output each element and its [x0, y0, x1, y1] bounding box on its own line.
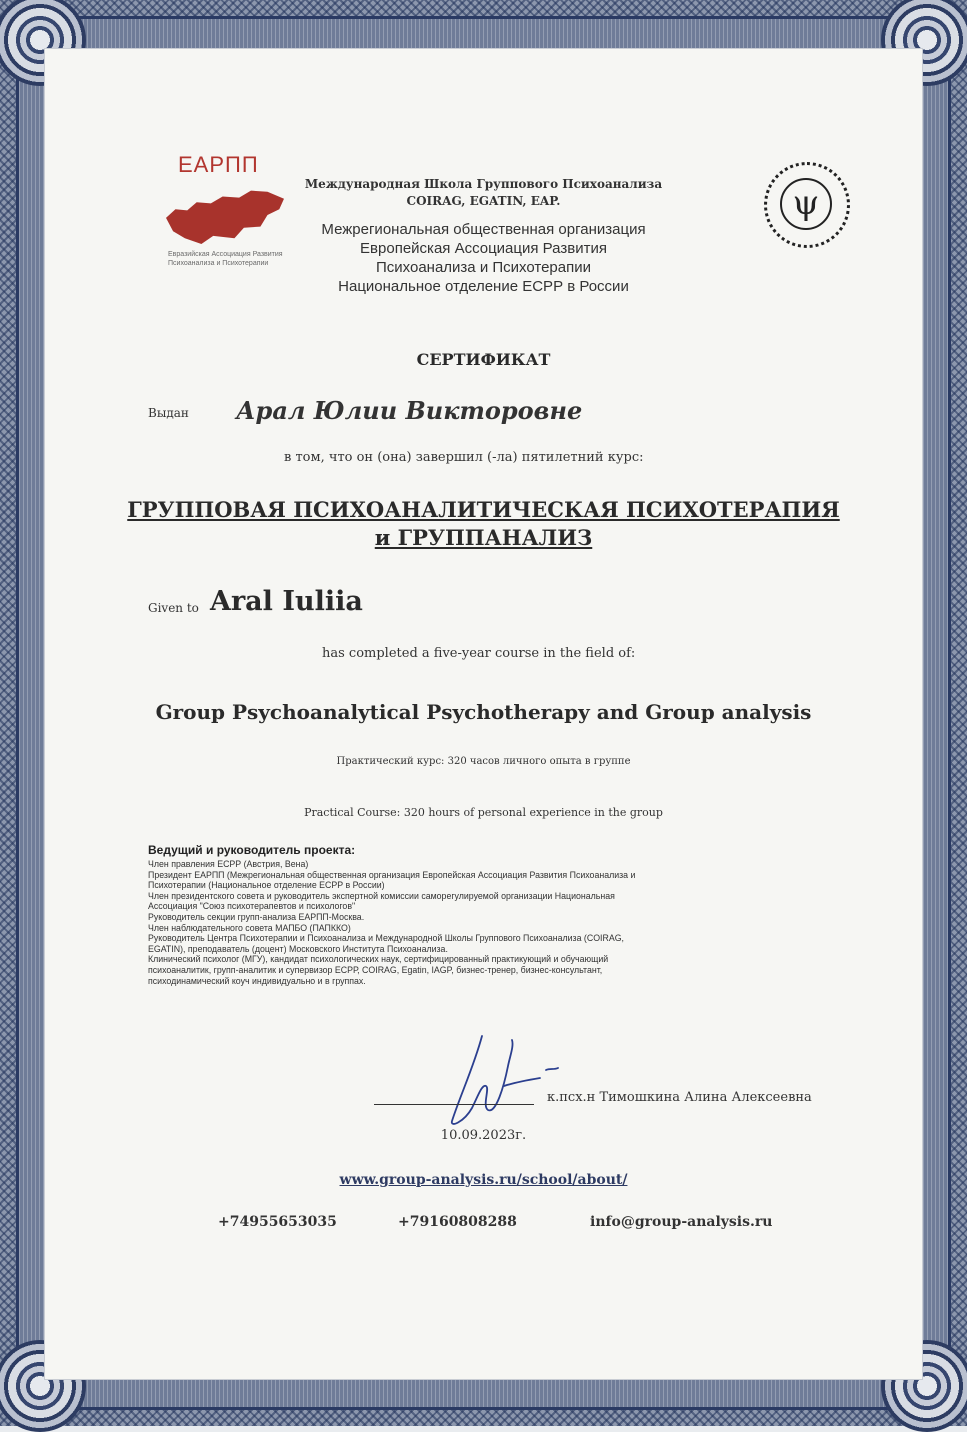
completed-text-en: has completed a five-year course in the field of: — [322, 646, 636, 661]
leader-line: Руководитель Центра Психотерапии и Психоанализа и Международной Школы Группового Психоанализа (COIRAG, — [148, 933, 625, 944]
recipient-name-ru: Арал Юлии Викторовне — [236, 396, 583, 425]
course-intro-ru: в том, что он (она) завершил (-ла) пятилетний курс: — [284, 450, 644, 465]
leader-line: Психотерапии (Национальное отделение ЕСРР в России) — [148, 880, 385, 891]
school-header — [44, 176, 923, 210]
signer-name: к.псх.н Тимошкина Алина Алексеевна — [547, 1090, 812, 1105]
leader-line: Член президентского совета и руководитель экспертной комиссии саморегулируемой организации Национальная — [148, 890, 615, 901]
org-line-3: Психоанализа и Психотерапии — [376, 259, 591, 276]
certificate-title: СЕРТИФИКАТ — [416, 350, 551, 369]
school-name: Международная Школа Группового Психоанализа — [304, 177, 663, 191]
course-title-ru — [44, 496, 923, 552]
emblem-psi-symbol: ψ — [780, 178, 832, 230]
recipient-name-en: Aral Iuliia — [210, 586, 363, 617]
course-title-en: Group Psychoanalytical Psychotherapy and Group analysis — [155, 700, 812, 724]
leader-line: психодинамический коуч индивидуально и в группах. — [148, 975, 366, 986]
school-affiliations: COIRAG, EGATIN, EAP. — [406, 194, 561, 208]
contact-email: info@group-analysis.ru — [590, 1214, 773, 1230]
leader-line: EGATIN), преподаватель (доцент) Московского Института Психоанализа. — [148, 943, 448, 954]
issue-date: 10.09.2023г. — [440, 1128, 527, 1143]
leader-line: Руководитель секции групп-анализа ЕАРПП-Москва. — [148, 911, 365, 922]
phone-number-1: +74955653035 — [218, 1214, 337, 1230]
leader-line: Член наблюдательного совета МАПБО (ПАПККО) — [148, 922, 351, 933]
org-line-2: Европейская Ассоциация Развития — [360, 240, 607, 257]
website-link[interactable]: www.group-analysis.ru/school/about/ — [339, 1172, 628, 1188]
course-title-line-1: ГРУППОВАЯ ПСИХОАНАЛИТИЧЕСКАЯ ПСИХОТЕРАПИЯ — [127, 497, 840, 522]
leader-line: Член правления ЕСРР (Австрия, Вена) — [148, 859, 309, 869]
practical-course-ru: Практический курс: 320 часов личного опыта в группе — [336, 756, 631, 767]
earpp-logo-tagline: Евразийская Ассоциация Развития Психоанализа и Психотерапии — [168, 251, 283, 267]
org-line-1: Межрегиональная общественная организация — [321, 221, 646, 238]
leader-credentials — [148, 859, 848, 986]
practical-course-en: Practical Course: 320 hours of personal experience in the group — [304, 806, 663, 819]
leader-line: Клинический психолог (МГУ), кандидат психологических наук, сертифицированный практикующий и обучающий — [148, 954, 609, 965]
given-label: Given to — [148, 601, 199, 615]
issued-label: Выдан — [148, 406, 189, 420]
phone-number-2: +79160808288 — [398, 1214, 517, 1230]
handwritten-signature — [412, 1026, 572, 1136]
org-line-4: Национальное отделение ЕСРР в России — [338, 278, 629, 295]
leader-line: Президент ЕАРПП (Межрегиональная общественная организация Европейская Ассоциация Развития Психоанализа и — [148, 869, 636, 880]
course-title-line-2: и ГРУППАНАЛИЗ — [374, 525, 593, 550]
leader-line: Ассоциация "Союз психотерапевтов и психологов" — [148, 901, 356, 912]
signature-line — [374, 1104, 534, 1105]
organization-header — [44, 220, 923, 296]
certificate-paper — [44, 48, 923, 1380]
leader-line: психоаналитик, групп-аналитик и супервизор ЕСРР, COIRAG, Egatin, IAGP, бизнес-тренер, бизнес-консультант, — [148, 964, 603, 975]
earpp-logo-text: ЕАРПП — [178, 152, 259, 177]
leader-title: Ведущий и руководитель проекта: — [148, 843, 356, 857]
